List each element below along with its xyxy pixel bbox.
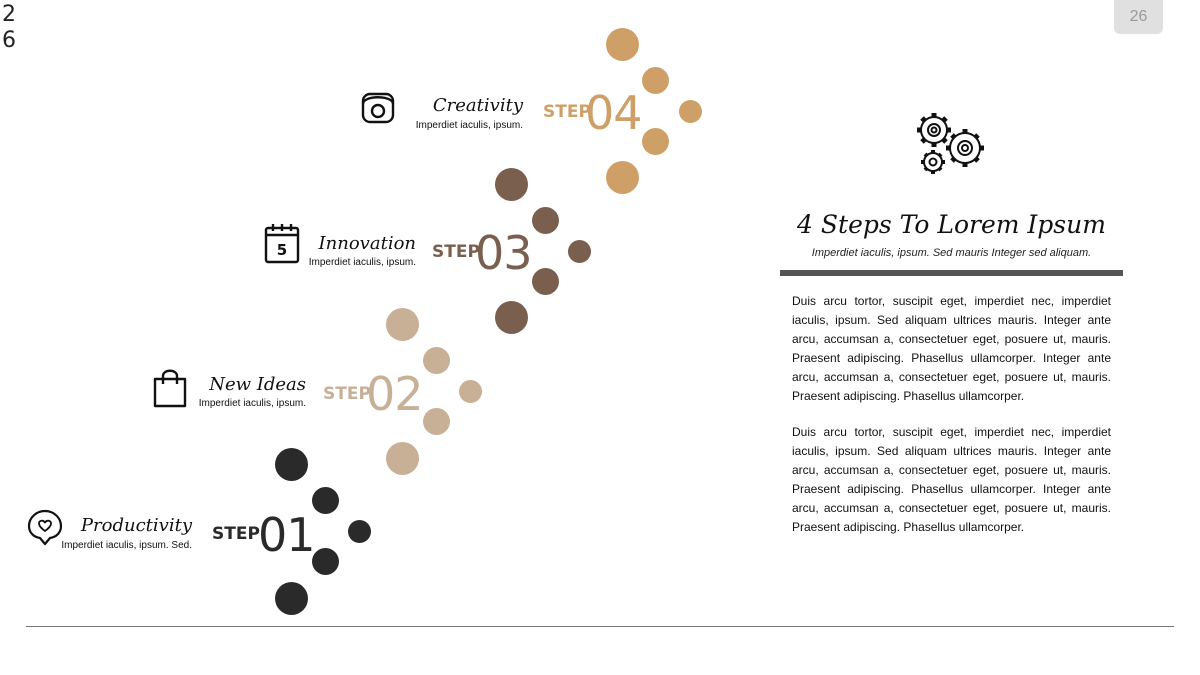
page-subtitle: Imperdiet iaculis, ipsum. Sed mauris Integer sed aliquam.: [811, 247, 1092, 259]
step-3-dot: [495, 168, 528, 201]
shopping-bag-icon: [152, 367, 188, 409]
step-4-dot: [606, 28, 639, 61]
step-3-number: 03: [475, 226, 532, 280]
step-4-number: 04: [585, 86, 642, 140]
slide-number-badge: 26: [1114, 0, 1163, 34]
body-paragraph-1: Duis arcu tortor, suscipit eget, imperdiet nec, imperdiet iaculis, ipsum. Sed aliquam ultrices mauris. Integer ante arcu, accumsan a, consectetuer eget, posuere ut, mauris. Praesent adipiscing. Phasellus ullamcorper. Integer ante arcu, accumsan a, consectetuer eget, posuere ut, mauris. Praesent adipiscing. Phasellus ullamcorper.: [792, 294, 1111, 403]
title-divider: [780, 270, 1123, 276]
step-3-dot: [568, 240, 591, 263]
step-3-dot: [532, 207, 559, 234]
heart-chat-bubble-icon: [27, 508, 63, 550]
step-2-dot: [386, 308, 419, 341]
step-4-title: Creativity: [432, 95, 523, 116]
step-3-dot: [495, 301, 528, 334]
step-2-dot: [423, 347, 450, 374]
bottom-divider: [26, 626, 1174, 627]
step-3-word: STEP: [432, 242, 480, 262]
step-1-dot: [275, 582, 308, 615]
step-2-word: STEP: [323, 384, 371, 404]
step-1-dot: [312, 487, 339, 514]
step-2-dot: [459, 380, 482, 403]
step-4-dot: [642, 67, 669, 94]
step-4-dot: [679, 100, 702, 123]
step-2-subtitle: Imperdiet iaculis, ipsum.: [198, 398, 306, 409]
step-3-title: Innovation: [318, 233, 416, 254]
step-4-dot: [642, 128, 669, 155]
step-3-dot: [532, 268, 559, 295]
calendar-icon: [263, 222, 303, 266]
step-1-dot: [275, 448, 308, 481]
svg-text:5: 5: [276, 241, 288, 259]
step-4-word: STEP: [543, 102, 591, 122]
step-2-number: 02: [366, 367, 423, 421]
step-1-number: 01: [258, 508, 315, 562]
gears-icon: [912, 108, 992, 180]
step-1-dot: [312, 548, 339, 575]
telephone-icon: [360, 88, 396, 126]
step-1-word: STEP: [212, 524, 260, 544]
step-4-subtitle: Imperdiet iaculis, ipsum.: [415, 120, 523, 131]
step-1-subtitle: Imperdiet iaculis, ipsum. Sed.: [61, 540, 192, 551]
step-2-dot: [423, 408, 450, 435]
page-number: 26: [2, 2, 16, 53]
step-2-dot: [386, 442, 419, 475]
step-2-title: New Ideas: [209, 374, 306, 395]
step-4-dot: [606, 161, 639, 194]
step-3-subtitle: Imperdiet iaculis, ipsum.: [308, 257, 416, 268]
page-title: 4 Steps To Lorem Ipsum: [797, 210, 1106, 239]
step-1-dot: [348, 520, 371, 543]
body-paragraph-2: Duis arcu tortor, suscipit eget, imperdiet nec, imperdiet iaculis, ipsum. Sed aliquam ultrices mauris. Integer ante arcu, accumsan a, consectetuer eget, posuere ut, mauris. Praesent adipiscing. Phasellus ullamcorper. Integer ante arcu, accumsan a, consectetuer eget, posuere ut, mauris. Praesent adipiscing. Phasellus ullamcorper.: [792, 425, 1111, 534]
step-1-title: Productivity: [80, 515, 192, 536]
